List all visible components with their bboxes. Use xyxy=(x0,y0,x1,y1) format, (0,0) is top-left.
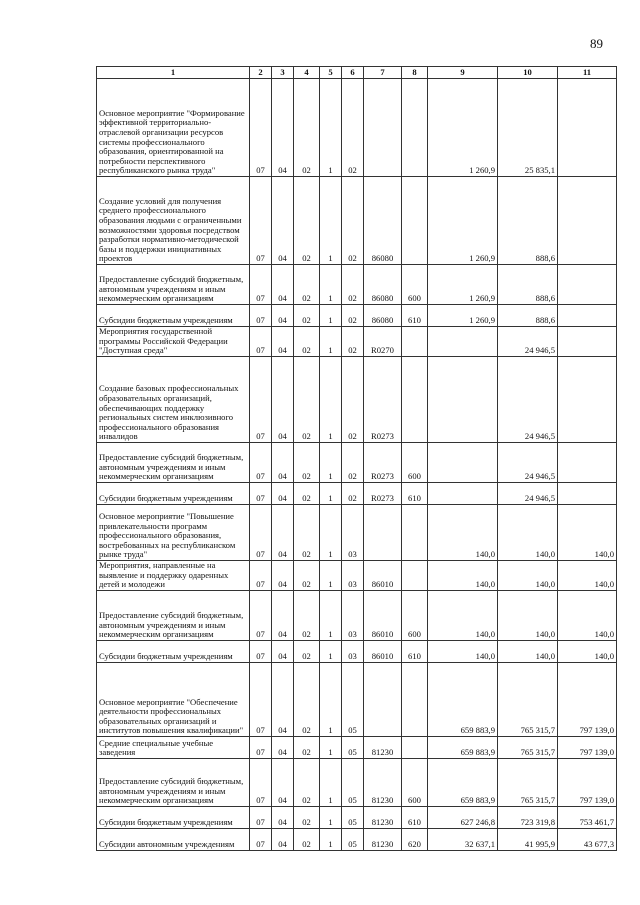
subsection-code-cell: 04 xyxy=(272,483,294,505)
header-cell: 2 xyxy=(250,67,272,79)
expense-type-cell: 600 xyxy=(402,265,428,305)
row-name: Субсидии бюджетным учреждениям xyxy=(97,305,250,327)
program-code-cell: 02 xyxy=(294,79,320,177)
amount-year1-cell xyxy=(428,327,498,357)
table-row xyxy=(97,357,617,443)
table-row xyxy=(97,591,617,641)
amount-year1-cell: 140,0 xyxy=(428,641,498,663)
row-name: Предоставление субсидий бюджетным, автономным учреждениям и иным некоммерческим организациям xyxy=(97,591,250,641)
section-code-cell: 07 xyxy=(250,759,272,807)
section-code-cell: 07 xyxy=(250,483,272,505)
expense-code-cell: R0273 xyxy=(364,483,402,505)
program-code-cell: 02 xyxy=(294,505,320,561)
section-code-cell: 07 xyxy=(250,561,272,591)
header-cell: 4 xyxy=(294,67,320,79)
table-row xyxy=(97,443,617,483)
table-row xyxy=(97,641,617,663)
expense-type-cell: 610 xyxy=(402,305,428,327)
amount-year3-cell xyxy=(558,327,617,357)
expense-type-cell xyxy=(402,177,428,265)
amount-year3-cell xyxy=(558,357,617,443)
table-row xyxy=(97,561,617,591)
expense-type-cell: 600 xyxy=(402,759,428,807)
subprogram-code-cell: 1 xyxy=(320,737,342,759)
program-code-cell: 02 xyxy=(294,177,320,265)
expense-code-cell: 86010 xyxy=(364,591,402,641)
expense-type-cell: 600 xyxy=(402,591,428,641)
header-cell: 10 xyxy=(498,67,558,79)
expense-code-cell xyxy=(364,663,402,737)
amount-year2-cell: 723 319,8 xyxy=(498,807,558,829)
section-code-cell: 07 xyxy=(250,807,272,829)
program-code-cell: 02 xyxy=(294,829,320,851)
table-row xyxy=(97,483,617,505)
table-row xyxy=(97,737,617,759)
program-code-cell: 02 xyxy=(294,759,320,807)
amount-year3-cell: 140,0 xyxy=(558,561,617,591)
expense-type-cell: 620 xyxy=(402,829,428,851)
program-code-cell: 02 xyxy=(294,327,320,357)
event-code-cell: 02 xyxy=(342,177,364,265)
section-code-cell: 07 xyxy=(250,327,272,357)
amount-year1-cell: 659 883,9 xyxy=(428,663,498,737)
amount-year2-cell: 765 315,7 xyxy=(498,663,558,737)
expense-type-cell: 610 xyxy=(402,641,428,663)
program-code-cell: 02 xyxy=(294,483,320,505)
subsection-code-cell: 04 xyxy=(272,505,294,561)
section-code-cell: 07 xyxy=(250,305,272,327)
table-row xyxy=(97,807,617,829)
program-code-cell: 02 xyxy=(294,663,320,737)
amount-year1-cell: 140,0 xyxy=(428,591,498,641)
section-code-cell: 07 xyxy=(250,591,272,641)
subprogram-code-cell: 1 xyxy=(320,829,342,851)
table-row xyxy=(97,663,617,737)
event-code-cell: 05 xyxy=(342,807,364,829)
expense-code-cell: 86010 xyxy=(364,641,402,663)
expense-type-cell xyxy=(402,357,428,443)
amount-year3-cell: 797 139,0 xyxy=(558,737,617,759)
row-name: Основное мероприятие "Формирование эффективной территориально-отраслевой организации ресурсов системы профессионального образования, ориентированной на потребности перспективного республиканского рынка труда" xyxy=(97,79,250,177)
subsection-code-cell: 04 xyxy=(272,177,294,265)
amount-year1-cell: 32 637,1 xyxy=(428,829,498,851)
amount-year1-cell xyxy=(428,443,498,483)
expense-code-cell: 86080 xyxy=(364,177,402,265)
amount-year1-cell: 140,0 xyxy=(428,505,498,561)
header-cell: 7 xyxy=(364,67,402,79)
program-code-cell: 02 xyxy=(294,737,320,759)
section-code-cell: 07 xyxy=(250,79,272,177)
header-cell: 9 xyxy=(428,67,498,79)
expense-code-cell: 81230 xyxy=(364,829,402,851)
amount-year1-cell: 140,0 xyxy=(428,561,498,591)
row-name: Предоставление субсидий бюджетным, автономным учреждениям и иным некоммерческим организациям xyxy=(97,443,250,483)
event-code-cell: 02 xyxy=(342,443,364,483)
subprogram-code-cell: 1 xyxy=(320,663,342,737)
event-code-cell: 05 xyxy=(342,829,364,851)
table-row xyxy=(97,305,617,327)
subsection-code-cell: 04 xyxy=(272,305,294,327)
table-row xyxy=(97,177,617,265)
subprogram-code-cell: 1 xyxy=(320,265,342,305)
amount-year2-cell: 888,6 xyxy=(498,305,558,327)
program-code-cell: 02 xyxy=(294,561,320,591)
subprogram-code-cell: 1 xyxy=(320,357,342,443)
expense-type-cell xyxy=(402,79,428,177)
header-cell: 1 xyxy=(97,67,250,79)
amount-year2-cell: 888,6 xyxy=(498,265,558,305)
subsection-code-cell: 04 xyxy=(272,759,294,807)
page-number: 89 xyxy=(590,36,603,51)
event-code-cell: 03 xyxy=(342,561,364,591)
amount-year3-cell xyxy=(558,305,617,327)
expense-type-cell xyxy=(402,327,428,357)
expense-code-cell: 86080 xyxy=(364,265,402,305)
subsection-code-cell: 04 xyxy=(272,641,294,663)
expense-type-cell xyxy=(402,561,428,591)
expense-code-cell: R0273 xyxy=(364,357,402,443)
header-row xyxy=(97,67,617,79)
subsection-code-cell: 04 xyxy=(272,265,294,305)
subprogram-code-cell: 1 xyxy=(320,177,342,265)
section-code-cell: 07 xyxy=(250,663,272,737)
expense-code-cell xyxy=(364,505,402,561)
subsection-code-cell: 04 xyxy=(272,79,294,177)
program-code-cell: 02 xyxy=(294,265,320,305)
event-code-cell: 03 xyxy=(342,641,364,663)
event-code-cell: 05 xyxy=(342,663,364,737)
row-name: Создание условий для получения среднего профессионального образования людьми с ограниченными возможностями здоровья посредством разработки нормативно-методической базы и поддержки инициативных проектов xyxy=(97,177,250,265)
row-name: Субсидии бюджетным учреждениям xyxy=(97,641,250,663)
expense-code-cell: 81230 xyxy=(364,759,402,807)
amount-year2-cell: 765 315,7 xyxy=(498,759,558,807)
row-name: Предоставление субсидий бюджетным, автономным учреждениям и иным некоммерческим организациям xyxy=(97,265,250,305)
subprogram-code-cell: 1 xyxy=(320,561,342,591)
expense-type-cell: 610 xyxy=(402,807,428,829)
amount-year1-cell: 1 260,9 xyxy=(428,177,498,265)
amount-year3-cell xyxy=(558,483,617,505)
amount-year3-cell xyxy=(558,79,617,177)
subsection-code-cell: 04 xyxy=(272,443,294,483)
subprogram-code-cell: 1 xyxy=(320,305,342,327)
table-row xyxy=(97,79,617,177)
subprogram-code-cell: 1 xyxy=(320,759,342,807)
section-code-cell: 07 xyxy=(250,357,272,443)
subsection-code-cell: 04 xyxy=(272,327,294,357)
row-name: Субсидии бюджетным учреждениям xyxy=(97,483,250,505)
subprogram-code-cell: 1 xyxy=(320,505,342,561)
section-code-cell: 07 xyxy=(250,737,272,759)
subprogram-code-cell: 1 xyxy=(320,591,342,641)
header-cell: 3 xyxy=(272,67,294,79)
amount-year2-cell: 765 315,7 xyxy=(498,737,558,759)
amount-year1-cell: 659 883,9 xyxy=(428,759,498,807)
event-code-cell: 02 xyxy=(342,483,364,505)
expense-type-cell: 600 xyxy=(402,443,428,483)
amount-year3-cell xyxy=(558,265,617,305)
event-code-cell: 03 xyxy=(342,505,364,561)
amount-year2-cell: 888,6 xyxy=(498,177,558,265)
expense-code-cell: 81230 xyxy=(364,807,402,829)
row-name: Предоставление субсидий бюджетным, автономным учреждениям и иным некоммерческим организациям xyxy=(97,759,250,807)
amount-year3-cell xyxy=(558,443,617,483)
section-code-cell: 07 xyxy=(250,177,272,265)
amount-year1-cell xyxy=(428,483,498,505)
expense-code-cell: 86010 xyxy=(364,561,402,591)
amount-year2-cell: 41 995,9 xyxy=(498,829,558,851)
amount-year1-cell: 627 246,8 xyxy=(428,807,498,829)
table-row xyxy=(97,505,617,561)
row-name: Основное мероприятие "Обеспечение деятельности профессиональных образовательных организаций и институтов повышения квалификации" xyxy=(97,663,250,737)
subprogram-code-cell: 1 xyxy=(320,443,342,483)
section-code-cell: 07 xyxy=(250,829,272,851)
event-code-cell: 02 xyxy=(342,357,364,443)
event-code-cell: 02 xyxy=(342,327,364,357)
program-code-cell: 02 xyxy=(294,357,320,443)
header-cell: 5 xyxy=(320,67,342,79)
amount-year2-cell: 25 835,1 xyxy=(498,79,558,177)
amount-year3-cell: 140,0 xyxy=(558,591,617,641)
event-code-cell: 03 xyxy=(342,591,364,641)
program-code-cell: 02 xyxy=(294,591,320,641)
program-code-cell: 02 xyxy=(294,807,320,829)
amount-year3-cell: 140,0 xyxy=(558,641,617,663)
expense-code-cell: 86080 xyxy=(364,305,402,327)
amount-year3-cell: 797 139,0 xyxy=(558,759,617,807)
amount-year2-cell: 140,0 xyxy=(498,641,558,663)
subprogram-code-cell: 1 xyxy=(320,79,342,177)
expense-type-cell xyxy=(402,737,428,759)
row-name: Мероприятия, направленные на выявление и поддержку одаренных детей и молодежи xyxy=(97,561,250,591)
subsection-code-cell: 04 xyxy=(272,807,294,829)
amount-year3-cell: 43 677,3 xyxy=(558,829,617,851)
amount-year1-cell: 1 260,9 xyxy=(428,305,498,327)
section-code-cell: 07 xyxy=(250,443,272,483)
header-cell: 6 xyxy=(342,67,364,79)
expense-code-cell: R0273 xyxy=(364,443,402,483)
event-code-cell: 02 xyxy=(342,79,364,177)
amount-year1-cell: 1 260,9 xyxy=(428,79,498,177)
table-row xyxy=(97,327,617,357)
amount-year3-cell: 797 139,0 xyxy=(558,663,617,737)
section-code-cell: 07 xyxy=(250,265,272,305)
budget-table xyxy=(96,66,617,851)
section-code-cell: 07 xyxy=(250,641,272,663)
amount-year3-cell xyxy=(558,177,617,265)
subprogram-code-cell: 1 xyxy=(320,483,342,505)
row-name: Средние специальные учебные заведения xyxy=(97,737,250,759)
expense-type-cell xyxy=(402,663,428,737)
amount-year2-cell: 140,0 xyxy=(498,561,558,591)
row-name: Основное мероприятие "Повышение привлекательности программ профессионального образования, востребованных на республиканском рынке труда" xyxy=(97,505,250,561)
subsection-code-cell: 04 xyxy=(272,357,294,443)
subprogram-code-cell: 1 xyxy=(320,327,342,357)
table-row xyxy=(97,759,617,807)
row-name: Мероприятия государственной программы Российской Федерации "Доступная среда" xyxy=(97,327,250,357)
table-row xyxy=(97,829,617,851)
amount-year2-cell: 140,0 xyxy=(498,505,558,561)
amount-year1-cell xyxy=(428,357,498,443)
program-code-cell: 02 xyxy=(294,443,320,483)
amount-year2-cell: 24 946,5 xyxy=(498,357,558,443)
row-name: Субсидии бюджетным учреждениям xyxy=(97,807,250,829)
event-code-cell: 05 xyxy=(342,759,364,807)
row-name: Субсидии автономным учреждениям xyxy=(97,829,250,851)
subsection-code-cell: 04 xyxy=(272,561,294,591)
program-code-cell: 02 xyxy=(294,641,320,663)
table-row xyxy=(97,265,617,305)
subprogram-code-cell: 1 xyxy=(320,641,342,663)
subsection-code-cell: 04 xyxy=(272,663,294,737)
section-code-cell: 07 xyxy=(250,505,272,561)
subsection-code-cell: 04 xyxy=(272,829,294,851)
expense-type-cell: 610 xyxy=(402,483,428,505)
amount-year2-cell: 24 946,5 xyxy=(498,443,558,483)
expense-type-cell xyxy=(402,505,428,561)
subsection-code-cell: 04 xyxy=(272,591,294,641)
program-code-cell: 02 xyxy=(294,305,320,327)
expense-code-cell: R0270 xyxy=(364,327,402,357)
expense-code-cell: 81230 xyxy=(364,737,402,759)
row-name: Создание базовых профессиональных образовательных организаций, обеспечивающих поддержку региональных систем инклюзивного профессионального образования инвалидов xyxy=(97,357,250,443)
amount-year1-cell: 1 260,9 xyxy=(428,265,498,305)
event-code-cell: 02 xyxy=(342,265,364,305)
subprogram-code-cell: 1 xyxy=(320,807,342,829)
header-cell: 8 xyxy=(402,67,428,79)
expense-code-cell xyxy=(364,79,402,177)
header-cell: 11 xyxy=(558,67,617,79)
amount-year2-cell: 140,0 xyxy=(498,591,558,641)
amount-year2-cell: 24 946,5 xyxy=(498,327,558,357)
amount-year2-cell: 24 946,5 xyxy=(498,483,558,505)
amount-year3-cell: 140,0 xyxy=(558,505,617,561)
event-code-cell: 05 xyxy=(342,737,364,759)
amount-year1-cell: 659 883,9 xyxy=(428,737,498,759)
subsection-code-cell: 04 xyxy=(272,737,294,759)
amount-year3-cell: 753 461,7 xyxy=(558,807,617,829)
event-code-cell: 02 xyxy=(342,305,364,327)
